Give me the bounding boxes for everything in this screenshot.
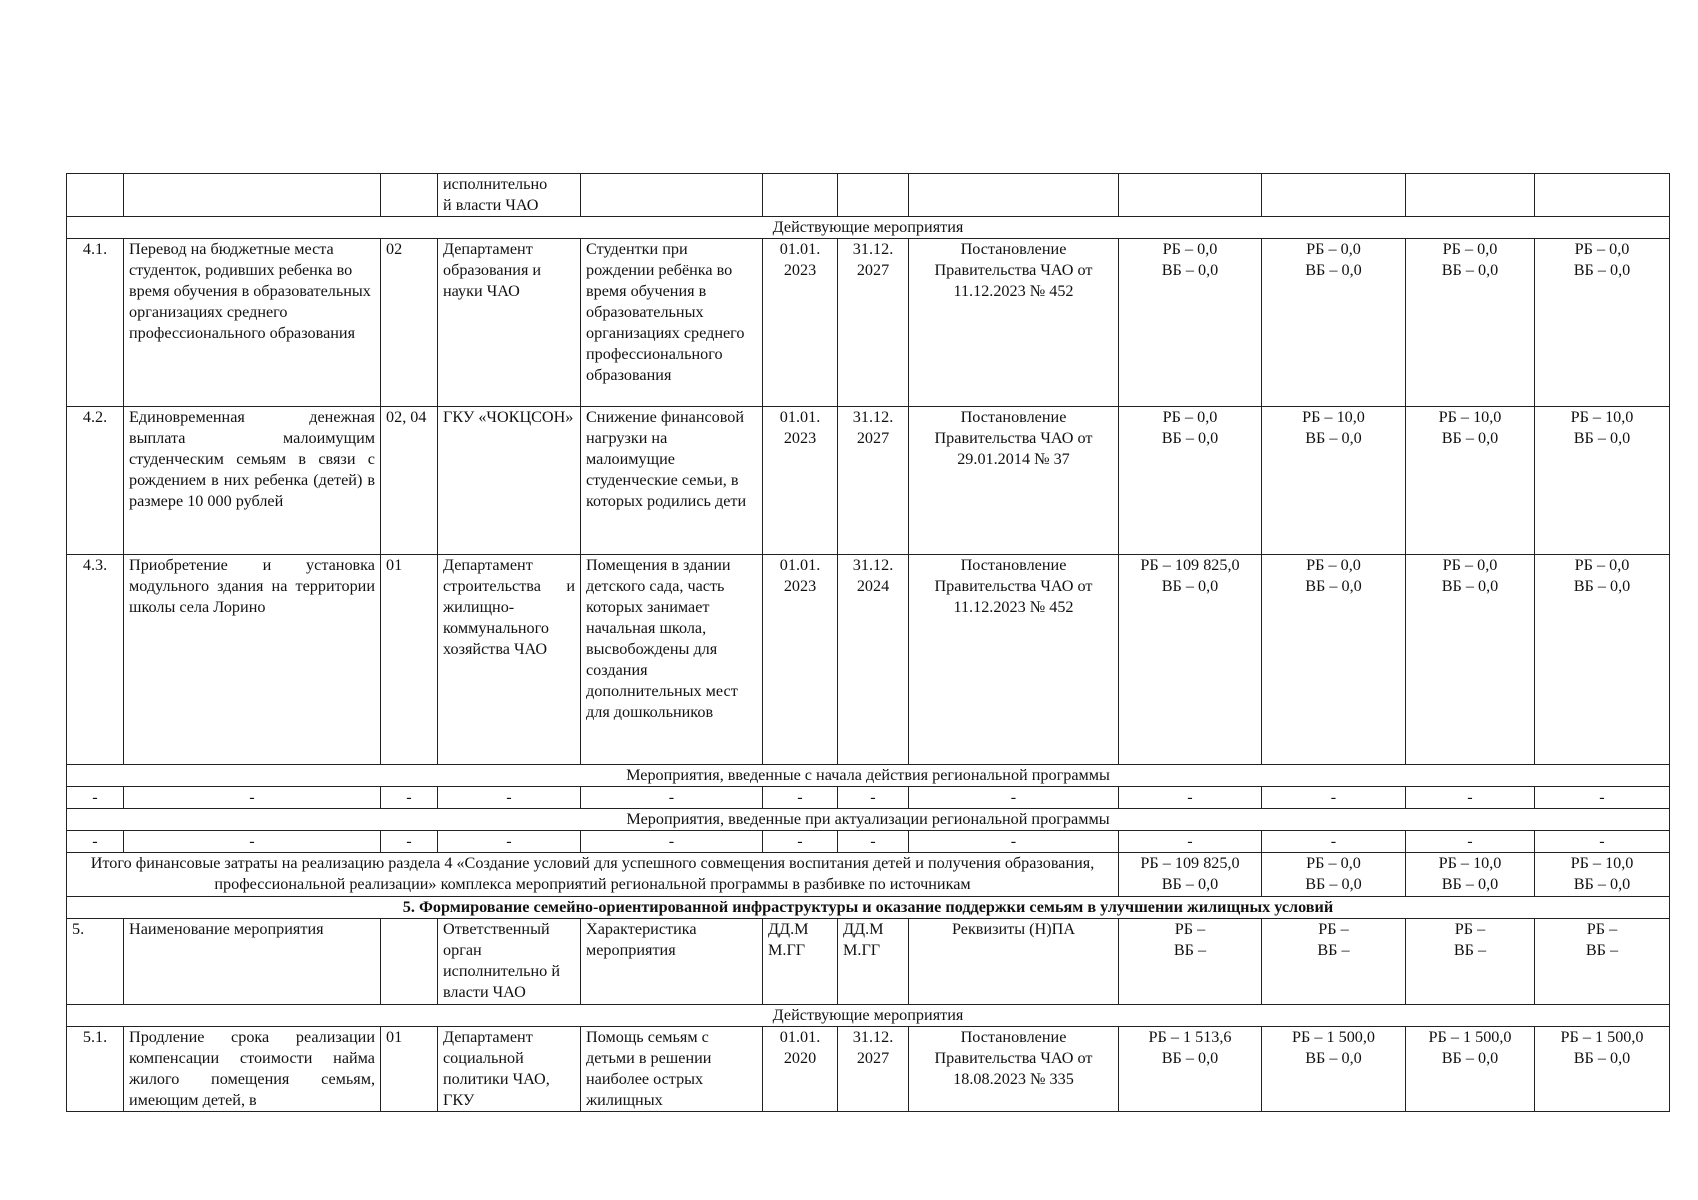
cell-empty bbox=[1119, 174, 1262, 217]
section-band-row bbox=[67, 765, 1670, 787]
measure-name: Приобретение и установка модульного здания на территории школы села Лорино bbox=[124, 555, 381, 765]
header-end: ДД.М М.ГГ bbox=[838, 919, 909, 1005]
measure-characteristic: Помощь семьям с детьми в решении наиболее острых жилищных bbox=[581, 1027, 763, 1112]
finance-year-4: РБ – 1 500,0 ВБ – 0,0 bbox=[1535, 1027, 1670, 1112]
row-number: 4.3. bbox=[67, 555, 124, 765]
dash-cell: - bbox=[381, 831, 438, 853]
section-band-introduced-update: Мероприятия, введенные при актуализации региональной программы bbox=[67, 809, 1670, 831]
dash-cell: - bbox=[581, 787, 763, 809]
finance-year-1: РБ – 0,0 ВБ – 0,0 bbox=[1119, 239, 1262, 407]
finance-year-2: РБ – 10,0 ВБ – 0,0 bbox=[1262, 407, 1406, 555]
finance-year-3: РБ – 0,0 ВБ – 0,0 bbox=[1406, 555, 1535, 765]
cell-empty bbox=[1262, 174, 1406, 217]
finance-year-2: РБ – 0,0 ВБ – 0,0 bbox=[1262, 555, 1406, 765]
dash-cell: - bbox=[838, 831, 909, 853]
finance-year-1: РБ – 0,0 ВБ – 0,0 bbox=[1119, 407, 1262, 555]
measure-characteristic: Студентки при рождении ребёнка во время обучения в образовательных организациях среднего профессионального образования bbox=[581, 239, 763, 407]
header-characteristic: Характеристика мероприятия bbox=[581, 919, 763, 1005]
measure-code: 02, 04 bbox=[381, 407, 438, 555]
section-5-title: 5. Формирование семейно-ориентированной инфраструктуры и оказание поддержки семьям в улучшении жилищных условий bbox=[67, 897, 1670, 919]
total-year-1: РБ – 109 825,0 ВБ – 0,0 bbox=[1119, 853, 1262, 897]
dash-cell: - bbox=[67, 787, 124, 809]
section-band-introduced-start: Мероприятия, введенные с начала действия региональной программы bbox=[67, 765, 1670, 787]
legal-act: Постановление Правительства ЧАО от 18.08.2023 № 335 bbox=[909, 1027, 1119, 1112]
finance-year-4: РБ – 10,0 ВБ – 0,0 bbox=[1535, 407, 1670, 555]
total-label: Итого финансовые затраты на реализацию раздела 4 «Создание условий для успешного совмещения воспитания детей и получения образования, профессиональной реализации» комплекса мероприятий региональной программы в разбивке по источникам bbox=[67, 853, 1119, 897]
table-row bbox=[67, 555, 1670, 765]
dash-row bbox=[67, 787, 1670, 809]
dash-cell: - bbox=[124, 787, 381, 809]
dash-cell: - bbox=[1535, 831, 1670, 853]
cell-empty bbox=[67, 174, 124, 217]
responsible-organ: Департамент строительства и жилищно-коммунального хозяйства ЧАО bbox=[438, 555, 581, 765]
end-date: 31.12. 2024 bbox=[838, 555, 909, 765]
legal-act: Постановление Правительства ЧАО от 29.01.2014 № 37 bbox=[909, 407, 1119, 555]
cell-empty bbox=[381, 919, 438, 1005]
header-name: Наименование мероприятия bbox=[124, 919, 381, 1005]
measure-code: 02 bbox=[381, 239, 438, 407]
row-number: 4.1. bbox=[67, 239, 124, 407]
end-date: 31.12. 2027 bbox=[838, 1027, 909, 1112]
table-row bbox=[67, 1027, 1670, 1112]
measure-code: 01 bbox=[381, 555, 438, 765]
section-band-row bbox=[67, 809, 1670, 831]
dash-cell: - bbox=[1262, 787, 1406, 809]
dash-row bbox=[67, 831, 1670, 853]
total-year-2: РБ – 0,0 ВБ – 0,0 bbox=[1262, 853, 1406, 897]
cell-empty bbox=[381, 174, 438, 217]
dash-cell: - bbox=[1262, 831, 1406, 853]
table-row bbox=[67, 239, 1670, 407]
dash-cell: - bbox=[909, 831, 1119, 853]
end-date: 31.12. 2027 bbox=[838, 407, 909, 555]
header-legal-act: Реквизиты (Н)ПА bbox=[909, 919, 1119, 1005]
header-finance-4: РБ – ВБ – bbox=[1535, 919, 1670, 1005]
measure-name: Единовременная денежная выплата малоимущим студенческим семьям в связи с рождением в них ребенка (детей) в размере 10 000 рублей bbox=[124, 407, 381, 555]
legal-act: Постановление Правительства ЧАО от 11.12.2023 № 452 bbox=[909, 239, 1119, 407]
row-number: 4.2. bbox=[67, 407, 124, 555]
dash-cell: - bbox=[1406, 787, 1535, 809]
dash-cell: - bbox=[1406, 831, 1535, 853]
finance-year-2: РБ – 0,0 ВБ – 0,0 bbox=[1262, 239, 1406, 407]
continuation-row bbox=[67, 174, 1670, 217]
measure-characteristic: Снижение финансовой нагрузки на малоимущие студенческие семьи, в которых родились дети bbox=[581, 407, 763, 555]
end-date: 31.12. 2027 bbox=[838, 239, 909, 407]
responsible-organ: ГКУ «ЧОКЦСОН» bbox=[438, 407, 581, 555]
dash-cell: - bbox=[909, 787, 1119, 809]
total-year-4: РБ – 10,0 ВБ – 0,0 bbox=[1535, 853, 1670, 897]
measure-characteristic: Помещения в здании детского сада, часть которых занимает начальная школа, высвобождены для создания дополнительных мест для дошкольников bbox=[581, 555, 763, 765]
section-band-current: Действующие мероприятия bbox=[67, 217, 1670, 239]
responsible-organ: Департамент социальной политики ЧАО, ГКУ bbox=[438, 1027, 581, 1112]
cell-empty bbox=[909, 174, 1119, 217]
measure-name: Продление срока реализации компенсации стоимости найма жилого помещения семьям, имеющим детей, в bbox=[124, 1027, 381, 1112]
finance-year-3: РБ – 10,0 ВБ – 0,0 bbox=[1406, 407, 1535, 555]
finance-year-1: РБ – 109 825,0 ВБ – 0,0 bbox=[1119, 555, 1262, 765]
dash-cell: - bbox=[763, 831, 838, 853]
section-band-row bbox=[67, 217, 1670, 239]
finance-year-1: РБ – 1 513,6 ВБ – 0,0 bbox=[1119, 1027, 1262, 1112]
finance-year-3: РБ – 1 500,0 ВБ – 0,0 bbox=[1406, 1027, 1535, 1112]
header-finance-1: РБ – ВБ – bbox=[1119, 919, 1262, 1005]
legal-act: Постановление Правительства ЧАО от 11.12.2023 № 452 bbox=[909, 555, 1119, 765]
cell-empty bbox=[838, 174, 909, 217]
measure-code: 01 bbox=[381, 1027, 438, 1112]
dash-cell: - bbox=[438, 831, 581, 853]
cell-empty bbox=[1535, 174, 1670, 217]
dash-cell: - bbox=[581, 831, 763, 853]
measure-name: Перевод на бюджетные места студенток, родивших ребенка во время обучения в образовательных организациях среднего профессионального образования bbox=[124, 239, 381, 407]
dash-cell: - bbox=[381, 787, 438, 809]
dash-cell: - bbox=[1535, 787, 1670, 809]
start-date: 01.01. 2023 bbox=[763, 555, 838, 765]
cell-empty bbox=[1406, 174, 1535, 217]
row-number: 5.1. bbox=[67, 1027, 124, 1112]
organ-cell: исполнительно й власти ЧАО bbox=[438, 174, 581, 217]
header-start: ДД.М М.ГГ bbox=[763, 919, 838, 1005]
cell-empty bbox=[763, 174, 838, 217]
section-header-row bbox=[67, 919, 1670, 1005]
header-organ: Ответственный орган исполнительно й власти ЧАО bbox=[438, 919, 581, 1005]
responsible-organ: Департамент образования и науки ЧАО bbox=[438, 239, 581, 407]
start-date: 01.01. 2020 bbox=[763, 1027, 838, 1112]
finance-year-2: РБ – 1 500,0 ВБ – 0,0 bbox=[1262, 1027, 1406, 1112]
header-finance-3: РБ – ВБ – bbox=[1406, 919, 1535, 1005]
dash-cell: - bbox=[838, 787, 909, 809]
total-year-3: РБ – 10,0 ВБ – 0,0 bbox=[1406, 853, 1535, 897]
header-number: 5. bbox=[67, 919, 124, 1005]
finance-year-4: РБ – 0,0 ВБ – 0,0 bbox=[1535, 555, 1670, 765]
start-date: 01.01. 2023 bbox=[763, 407, 838, 555]
table-row bbox=[67, 407, 1670, 555]
section-band-row bbox=[67, 1005, 1670, 1027]
measures-table bbox=[66, 173, 1670, 1112]
finance-year-3: РБ – 0,0 ВБ – 0,0 bbox=[1406, 239, 1535, 407]
header-finance-2: РБ – ВБ – bbox=[1262, 919, 1406, 1005]
dash-cell: - bbox=[1119, 787, 1262, 809]
dash-cell: - bbox=[67, 831, 124, 853]
section-title-row bbox=[67, 897, 1670, 919]
dash-cell: - bbox=[124, 831, 381, 853]
finance-year-4: РБ – 0,0 ВБ – 0,0 bbox=[1535, 239, 1670, 407]
section-band-current-5: Действующие мероприятия bbox=[67, 1005, 1670, 1027]
dash-cell: - bbox=[438, 787, 581, 809]
total-row bbox=[67, 853, 1670, 897]
cell-empty bbox=[581, 174, 763, 217]
dash-cell: - bbox=[763, 787, 838, 809]
dash-cell: - bbox=[1119, 831, 1262, 853]
start-date: 01.01. 2023 bbox=[763, 239, 838, 407]
cell-empty bbox=[124, 174, 381, 217]
